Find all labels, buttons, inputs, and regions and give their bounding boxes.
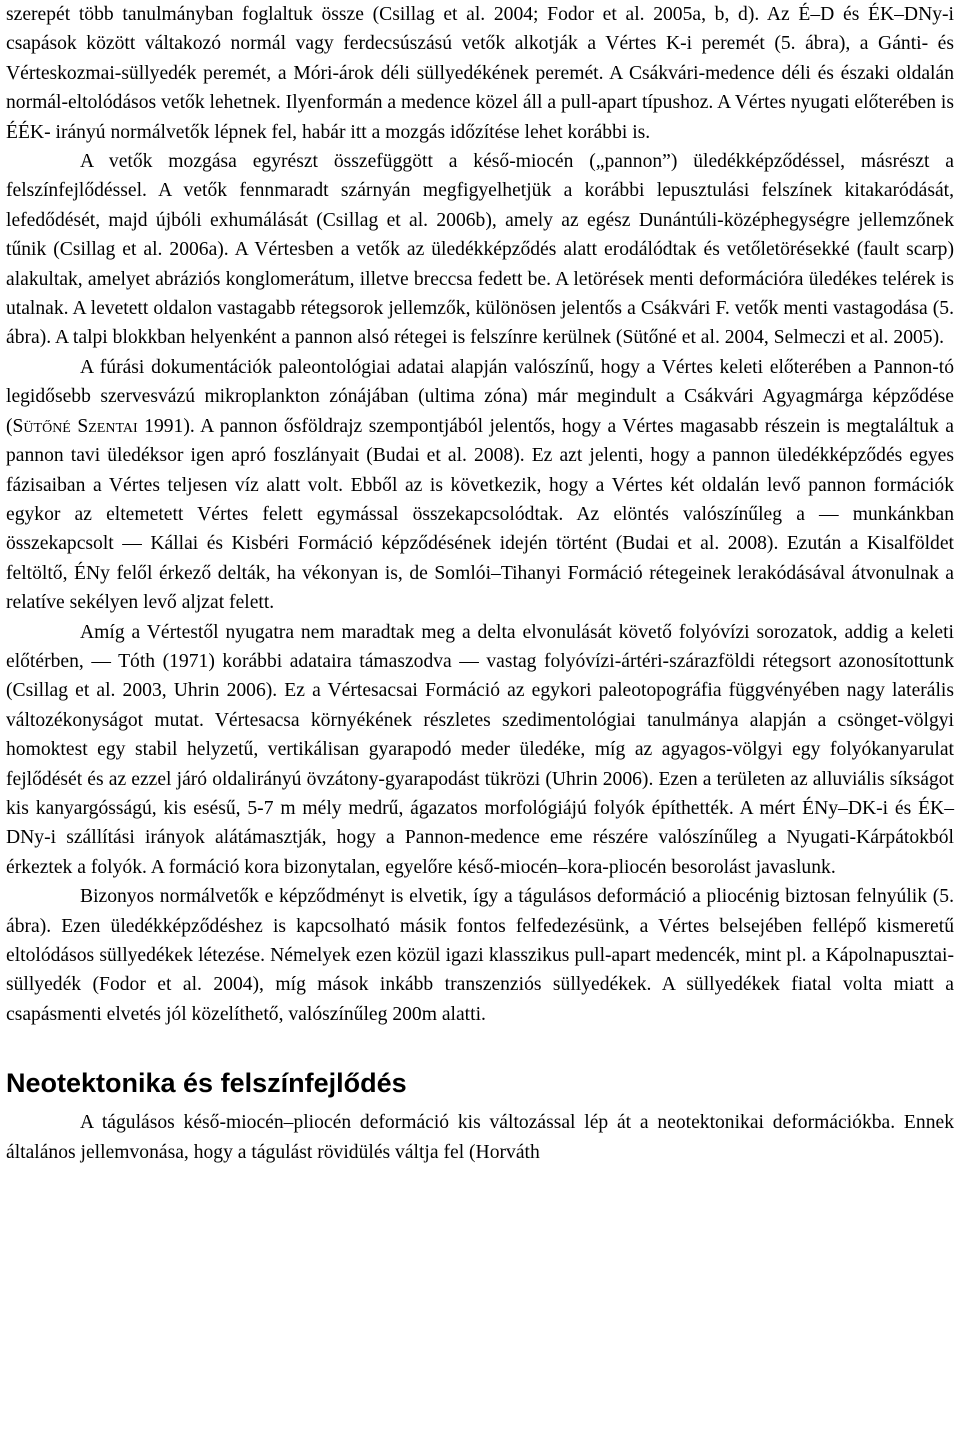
paragraph-5 bbox=[6, 882, 954, 1029]
citation-small-caps: Sütőné Szentai bbox=[12, 415, 138, 437]
document-page bbox=[6, 0, 954, 1167]
paragraph-3-text-b: 1991). A pannon ősföldrajz szempontjából jelentős, hogy a Vértes magasabb részein is megtaláltuk a pannon tavi üledéksor igen apró foszlányait (Budai et al. 2008). Ez azt jelenti, hogy a pannon üledékképződés egyes fázisaiban a Vértes teljesen víz alatt volt. Ebből az is következik, hogy a Vértes két oldalán levő pannon formációk egykor az eltemetett Vértes felett egymással összekapcsolódtak. Az elöntés valószínűleg a ― munkánkban összekapcsolt ― Kállai és Kisbéri Formáció képződésének idején történt (Budai et al. 2008). Ezután a Kisalföldet feltöltő, ÉNy felől érkező delták, ha vékonyan is, de Somlói–Tihanyi Formáció rétegeinek lerakódásával átvonulnak a relatíve sekélyen levő aljzat felett. bbox=[6, 415, 954, 614]
paragraph-6 bbox=[6, 1108, 954, 1167]
paragraph-4-text: Amíg a Vértestől nyugatra nem maradtak meg a delta elvonulását követő folyóvízi sorozatok, addig a keleti előtérben, ― Tóth (1971) korábbi adataira támaszodva ― vastag folyóvízi-ártéri-szárazföldi rétegsort azonosítottunk (Csillag et al. 2003, Uhrin 2006). Ez a Vértesacsai Formáció az egykori paleotopográfia függvényében nagy laterális változékonyságot mutat. Vértesacsa környékének részletes szedimentológiai tanulmánya alapján a csönget-völgyi homoktest egy stabil helyzetű, vertikálisan gyarapodó meder üledéke, míg az agyagos-völgyi egy folyókanyarulat fejlődését és az ezzel járó oldalirányú övzátony-gyarapodást tükrözi (Uhrin 2006). Ezen a területen az alluviális síkságot kis kanyargósságú, kis esésű, 5-7 m mély medrű, ágazatos morfológiájú folyók építhették. A mért ÉNy–DK-i és ÉK–DNy-i szállítási irányok alátámasztják, hogy a Pannon-medence eme részére valószínűleg a Nyugati-Kárpátokból érkeztek a folyók. A formáció kora bizonytalan, egyelőre késő-miocén–kora-pliocén besorolást javaslunk. bbox=[6, 621, 954, 878]
paragraph-6-text: A tágulásos késő-miocén–pliocén deformáció kis változással lép át a neotektonikai deformációkba. Ennek általános jellemvonása, hogy a tágulást rövidülés váltja fel (Horváth bbox=[6, 1112, 954, 1163]
paragraph-5-text: Bizonyos normálvetők e képződményt is elvetik, így a tágulásos deformáció a pliocénig biztosan felnyúlik (5. ábra). Ezen üledékképződéshez is kapcsolható másik fontos felfedezésünk, a Vértes belsejében fellépő kismeretű eltolódásos süllyedékek létezése. Némelyek ezen közül igazi klasszikus pull-apart medencék, mint pl. a Kápolnapusztai-süllyedék (Fodor et al. 2004), míg mások inkább transzenziós süllyedékek. A süllyedékek fiatal volta miatt a csapásmenti elvetés jól közelíthető, valószínűleg 200m alatti. bbox=[6, 886, 954, 1025]
paragraph-2-text: A vetők mozgása egyrészt összefüggött a késő-miocén („pannon”) üledékképződéssel, másrészt a felszínfejlődéssel. A vetők fennmaradt szárnyán megfigyelhetjük a korábbi lepusztulási felszínek kitakaródását, lefedődését, majd újbóli exhumálását (Csillag et al. 2006b), amely az egész Dunántúli-középhegységre jellemzőnek tűnik (Csillag et al. 2006a). A Vértesben a vetők az üledékképződés alatt erodálódtak és vetőletörésekké (fault scarp) alakultak, amelyet abráziós konglomerátum, illetve breccsa fedett be. A letörések menti deformációra üledékes telérek is utalnak. A levetett oldalon vastagabb rétegsorok jellemzők, különösen jelentős a Csákvári F. vetők menti vastagodása (5. ábra). A talpi blokkban helyenként a pannon alsó rétegei is felszínre kerülnek (Sütőné et al. 2004, Selmeczi et al. 2005). bbox=[6, 151, 954, 349]
paragraph-3 bbox=[6, 353, 954, 618]
paragraph-3-text-a: A fúrási dokumentációk paleontológiai adatai alapján valószínű, hogy a Vértes keleti előterében a Pannon-tó legidősebb szervesvázú mikroplankton zónájában (ultima zóna) már megindult a Csákvári Agyagmárga képződése ( bbox=[6, 356, 954, 437]
paragraph-2 bbox=[6, 147, 954, 353]
section-heading: Neotektonika és felszínfejlődés bbox=[6, 1068, 407, 1099]
paragraph-4 bbox=[6, 618, 954, 883]
paragraph-1-text: szerepét több tanulmányban foglaltuk össze (Csillag et al. 2004; Fodor et al. 2005a, b, d). Az É–D és ÉK–DNy-i csapások között váltakozó normál vagy ferdecsúszású vetők alkotják a Vértes K-i peremét (5. ábra), a Gánti- és Vérteskozmai-süllyedék peremét, a Móri-árok déli süllyedékének peremét. A Csákvári-medence déli és északi oldalán normál-eltolódásos vetők lehetnek. Ilyenformán a medence közel áll a pull-apart típushoz. A Vértes nyugati előterében is ÉÉK- irányú normálvetők lépnek fel, habár itt a mozgás időzítése lehet korábbi is. bbox=[6, 4, 954, 143]
paragraph-1 bbox=[6, 0, 954, 147]
